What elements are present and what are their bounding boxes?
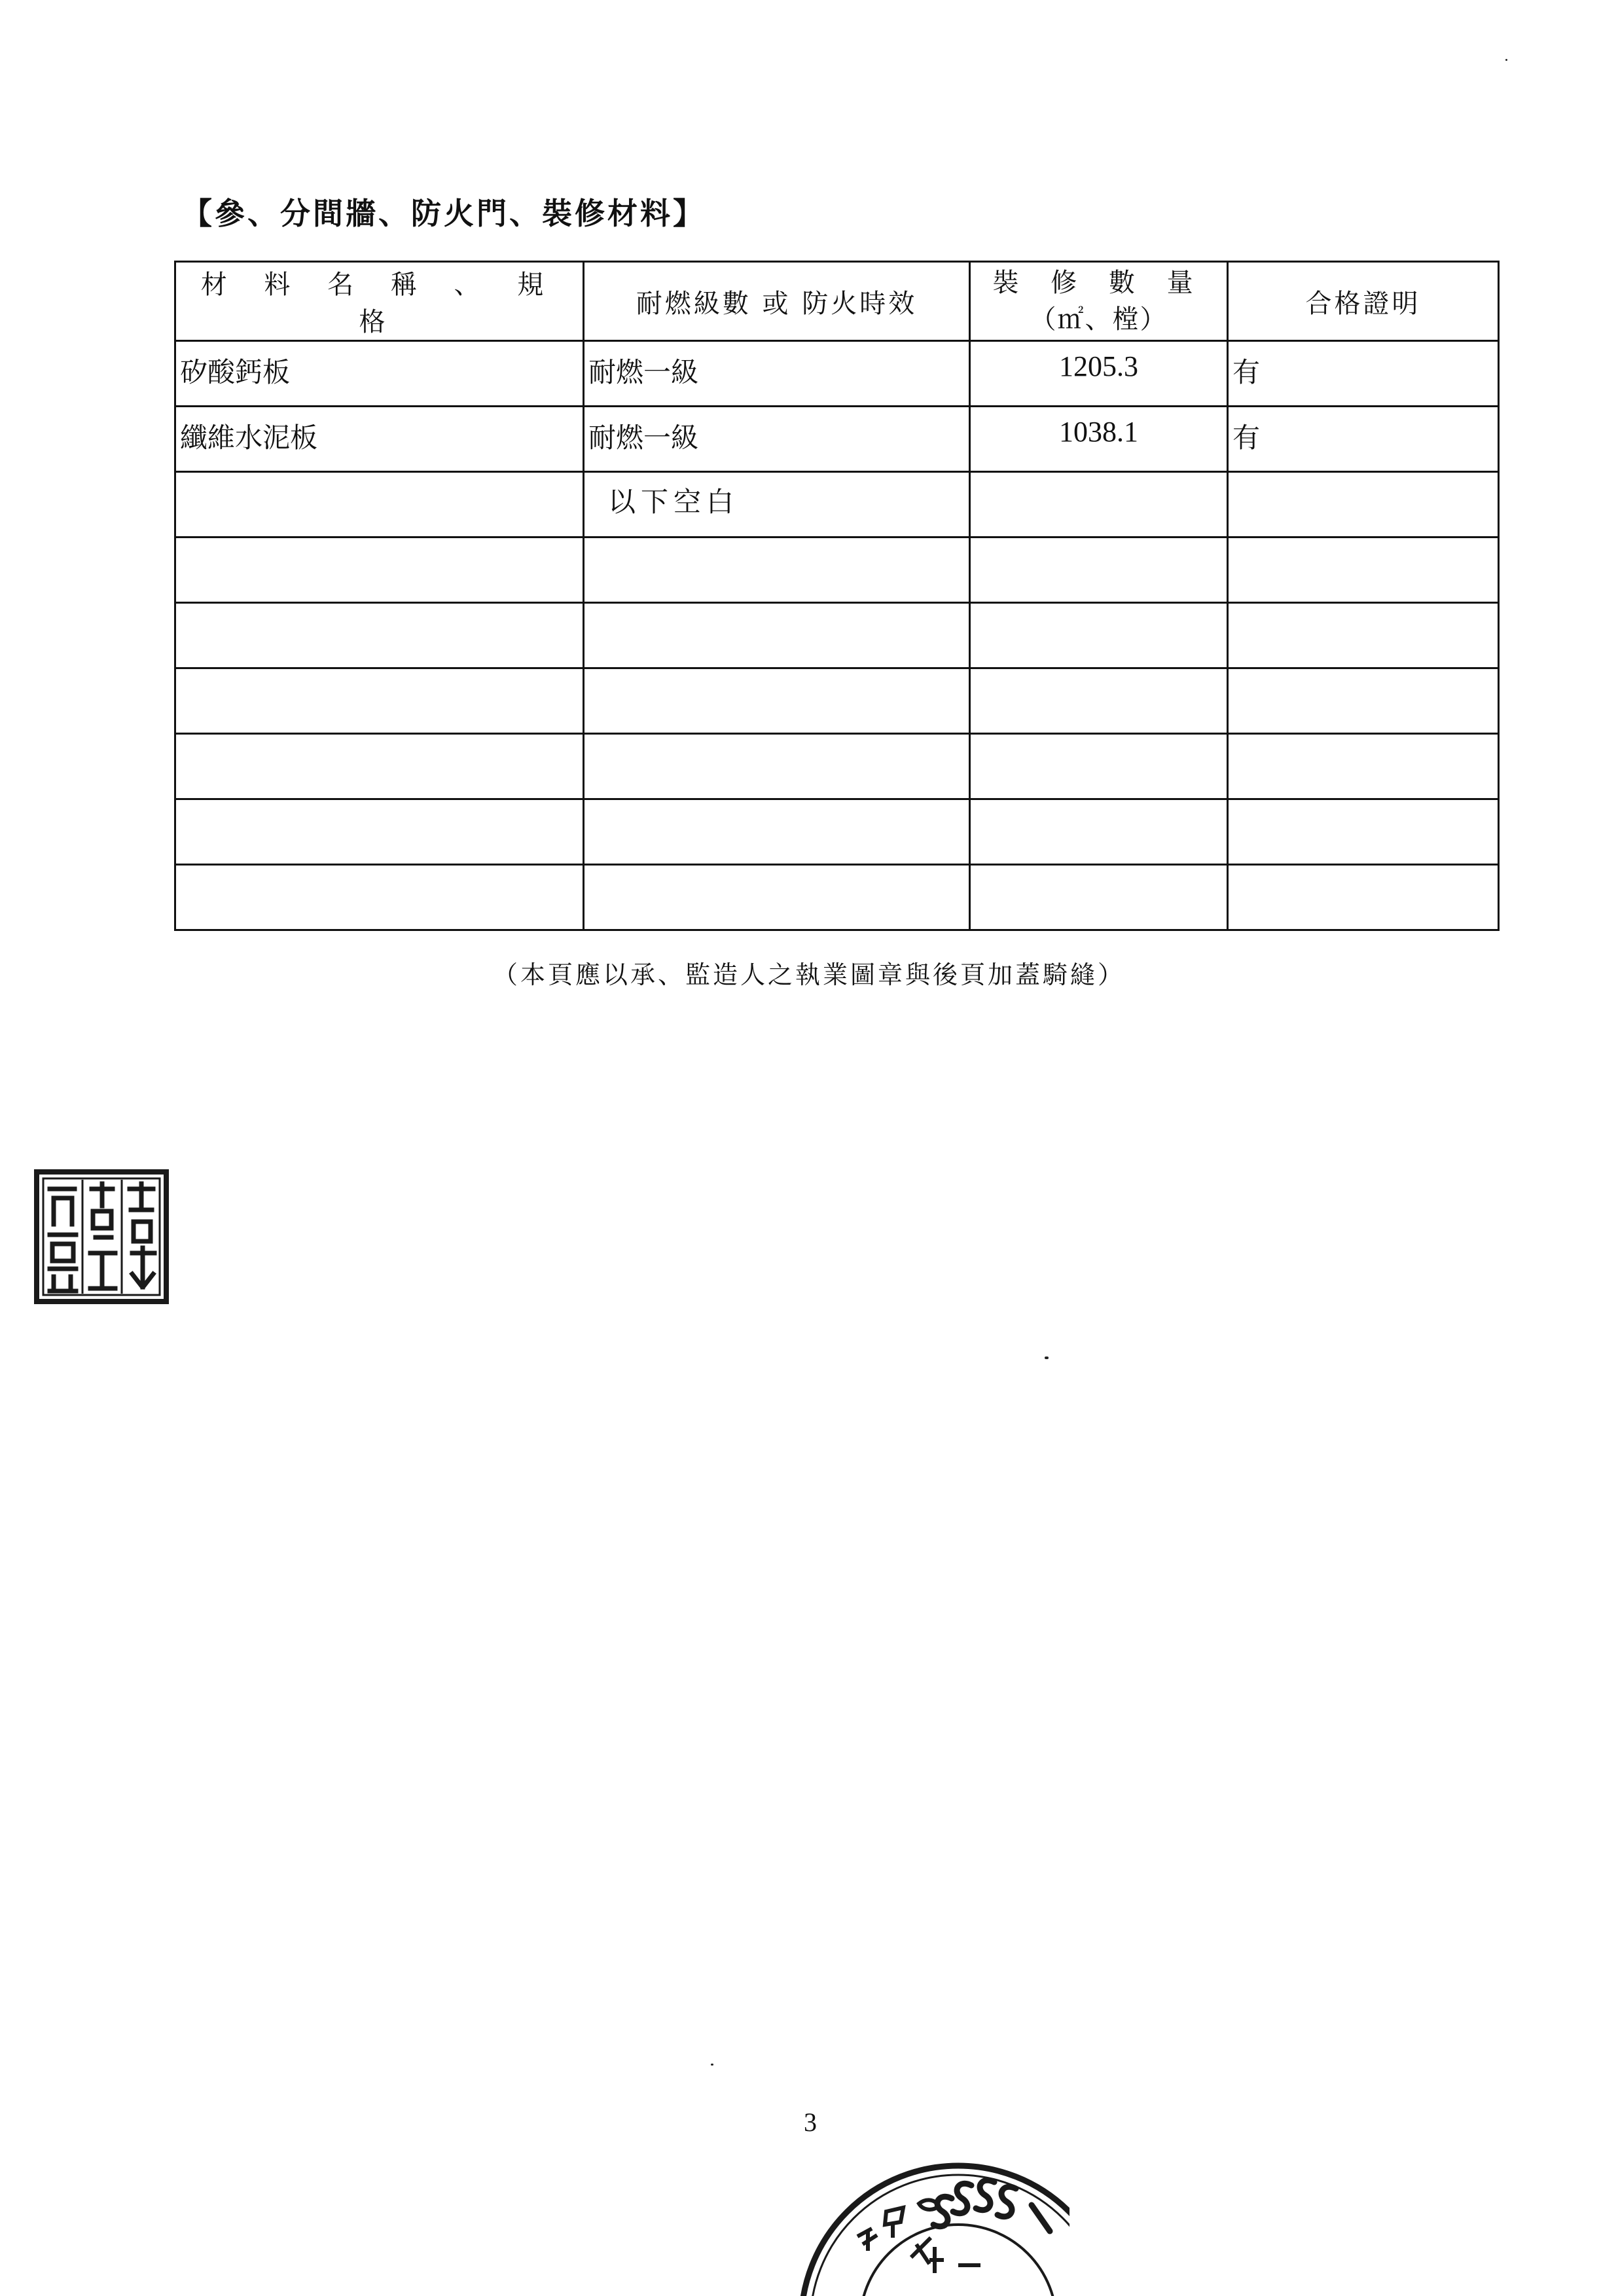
cell-quantity — [970, 865, 1228, 930]
cell-quantity — [970, 734, 1228, 799]
cell-certificate — [1228, 472, 1499, 538]
table-row — [175, 603, 1499, 668]
cell-fire-rating — [584, 865, 970, 930]
table-row — [175, 865, 1499, 930]
header-quantity-line1: 裝 修 數 量 — [992, 268, 1205, 298]
cell-quantity — [970, 538, 1228, 603]
cell-material — [175, 799, 584, 865]
materials-table — [174, 261, 1500, 931]
header-quantity-line2: （㎡、樘） — [1030, 304, 1168, 335]
header-certificate: 合格證明 — [1228, 262, 1499, 341]
table-row — [175, 734, 1499, 799]
blank-below-note: 以下空白 — [608, 486, 740, 518]
left-seal-icon — [34, 1169, 169, 1304]
table-row — [175, 472, 1499, 538]
cell-fire-rating — [584, 538, 970, 603]
cell-material — [175, 734, 584, 799]
cell-material — [175, 668, 584, 734]
cell-material — [175, 603, 584, 668]
scan-speck — [1045, 1357, 1049, 1359]
cell-certificate — [1228, 865, 1499, 930]
cell-fire-rating — [584, 734, 970, 799]
cell-fire-rating — [584, 799, 970, 865]
cell-quantity: 1038.1 — [970, 407, 1228, 472]
cell-fire-rating: 耐燃一級 — [584, 407, 970, 472]
cell-quantity — [970, 799, 1228, 865]
cell-certificate: 有 — [1228, 407, 1499, 472]
cell-quantity: 1205.3 — [970, 341, 1228, 407]
cell-certificate — [1228, 734, 1499, 799]
cell-certificate: 有 — [1228, 341, 1499, 407]
cell-fire-rating: 耐燃一級 — [584, 341, 970, 407]
cell-quantity — [970, 668, 1228, 734]
table-row — [175, 407, 1499, 472]
scan-speck — [1505, 59, 1507, 61]
cell-fire-rating — [584, 472, 970, 538]
cell-fire-rating — [584, 603, 970, 668]
cell-certificate — [1228, 668, 1499, 734]
cell-quantity — [970, 472, 1228, 538]
round-seal-icon — [795, 2126, 1070, 2296]
table-row — [175, 341, 1499, 407]
cell-certificate — [1228, 603, 1499, 668]
header-quantity — [970, 262, 1228, 341]
cell-material — [175, 472, 584, 538]
page-number: 3 — [804, 2107, 817, 2137]
cell-material — [175, 865, 584, 930]
table-header-row — [175, 262, 1499, 341]
cell-material: 纖維水泥板 — [175, 407, 584, 472]
cell-certificate — [1228, 538, 1499, 603]
table-row — [175, 799, 1499, 865]
header-fire-rating: 耐燃級數 或 防火時效 — [584, 262, 970, 341]
scan-speck — [711, 2064, 713, 2066]
section-title: 【參、分間牆、防火門、裝修材料】 — [182, 196, 706, 231]
cell-fire-rating — [584, 668, 970, 734]
table-row — [175, 668, 1499, 734]
left-seal-stamp — [34, 1169, 169, 1304]
cell-quantity — [970, 603, 1228, 668]
cell-material — [175, 538, 584, 603]
seam-stamp-footnote: （本頁應以承、監造人之執業圖章與後頁加蓋騎縫） — [492, 960, 1125, 989]
bottom-round-seal — [795, 2126, 1070, 2296]
cell-material: 矽酸鈣板 — [175, 341, 584, 407]
table-row — [175, 538, 1499, 603]
cell-certificate — [1228, 799, 1499, 865]
header-material: 材 料 名 稱 、 規 格 — [175, 262, 584, 341]
